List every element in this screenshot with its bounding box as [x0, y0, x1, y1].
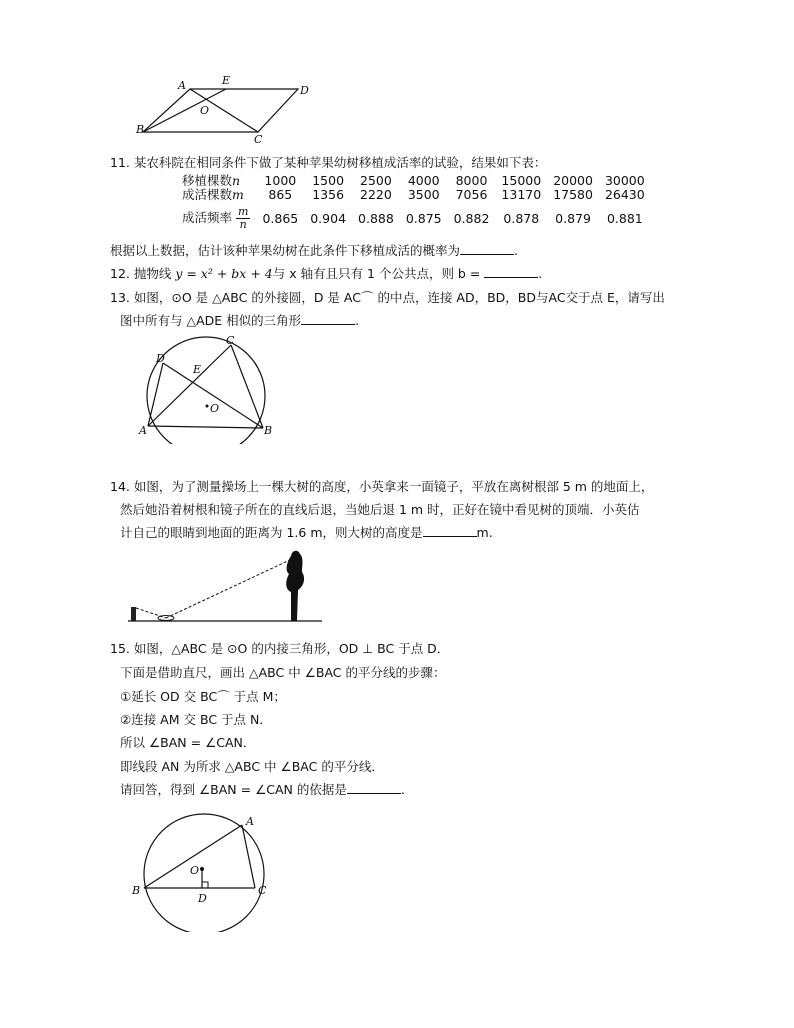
cell: 13170: [501, 187, 542, 202]
label-d: D: [300, 84, 309, 97]
row-label-planted: 移植棵数n: [182, 173, 241, 188]
cell: 2220: [360, 187, 392, 202]
cell: 17580: [553, 187, 593, 202]
cell: 0.904: [310, 210, 347, 226]
q15-line4: ②连接 AM 交 BC 于点 N．: [120, 712, 272, 727]
label-c: C: [258, 884, 267, 897]
q15-line7: 请回答，得到 ∠BAN = ∠CAN 的依据是 .: [120, 782, 405, 797]
q13-line1: 13. 如图，⊙O 是 △ABC 的外接圆，D 是 AC⌒ 的中点，连接 AD，BD，BD与AC交于点 E，请写出: [110, 290, 665, 305]
q14-line2: 然后她沿着树根和镜子所在的直线后退，当她后退 1 m 时，正好在镜中看见树的顶端．小英估: [120, 502, 640, 517]
label-c: C: [254, 133, 263, 146]
survival-rate-table: [180, 174, 651, 231]
tree-icon: [286, 551, 304, 621]
label-e: E: [222, 74, 231, 87]
table-row: [180, 174, 651, 188]
cell: 0.875: [405, 210, 442, 226]
cell: 8000: [455, 173, 488, 188]
table-row: [180, 188, 651, 202]
cell: 30000: [604, 173, 645, 188]
q15-line6: 即线段 AN 为所求 △ABC 中 ∠BAC 的平分线．: [120, 759, 384, 774]
row-label-frequency: 成活频率 $\frac{m}{n}$: [182, 205, 249, 231]
q14-line1: 14. 如图，为了测量操场上一棵大树的高度，小英拿来一面镜子，平放在离树根部 5 m 的地面上，: [110, 479, 654, 494]
cell: 3500: [407, 187, 440, 202]
cell: 1500: [312, 173, 345, 188]
cell: 0.879: [555, 210, 591, 226]
q15-line3: ①延长 OD 交 BC⌒ 于点 M；: [120, 689, 286, 704]
answer-blank[interactable]: [460, 242, 514, 255]
cell: 0.888: [358, 210, 394, 226]
row-label-survived: 成活棵数m: [182, 187, 244, 202]
cell: 26430: [604, 187, 645, 202]
label-e: E: [193, 363, 202, 376]
q15-line5: 所以 ∠BAN = ∠CAN．: [120, 735, 256, 750]
cell: 0.882: [453, 210, 490, 226]
cell: 865: [268, 187, 293, 202]
label-a: A: [178, 79, 186, 92]
cell: 1000: [264, 173, 297, 188]
person-icon: [131, 607, 136, 621]
q14-line3: 计自己的眼睛到地面的距离为 1.6 m，则大树的高度是 m.: [120, 525, 493, 540]
label-a: A: [246, 815, 254, 828]
cell: 0.878: [503, 210, 540, 226]
parallelogram-figure: [130, 72, 330, 147]
tree-mirror-figure: [126, 544, 326, 624]
cell: 4000: [407, 173, 440, 188]
cell: 1356: [312, 187, 345, 202]
cell: 15000: [501, 173, 542, 188]
cell: 7056: [455, 187, 488, 202]
label-o: O: [190, 864, 200, 877]
q13-line2: 图中所有与 △ADE 相似的三角形 .: [120, 313, 360, 328]
q15-line1: 15. 如图，△ABC 是 ⊙O 的内接三角形，OD ⊥ BC 于点 D．: [110, 641, 450, 656]
answer-blank[interactable]: [423, 524, 477, 537]
label-d: D: [198, 892, 207, 905]
answer-blank[interactable]: [484, 265, 538, 278]
q11-text: 11. 某农科院在相同条件下做了某种苹果幼树移植成活率的试验，结果如下表：: [110, 155, 547, 170]
label-b: B: [264, 424, 273, 437]
label-o: O: [200, 104, 210, 117]
table-row: [180, 202, 651, 231]
label-d: D: [156, 352, 165, 365]
label-a: A: [139, 424, 147, 437]
circumcircle-figure: [136, 332, 286, 444]
q11-conclusion: 根据以上数据，估计该种苹果幼树在此条件下移植成活的概率为 .: [110, 243, 518, 258]
cell: 2500: [360, 173, 392, 188]
label-b: B: [136, 123, 145, 136]
q15-line2: 下面是借助直尺，画出 △ABC 中 ∠BAC 的平分线的步骤：: [120, 665, 446, 680]
label-c: C: [226, 334, 235, 347]
inscribed-triangle-figure: [128, 812, 278, 932]
answer-blank[interactable]: [347, 781, 401, 794]
label-b: B: [132, 884, 141, 897]
answer-blank[interactable]: [301, 312, 355, 325]
label-o: O: [210, 402, 220, 415]
cell: 20000: [553, 173, 593, 188]
cell: 0.865: [262, 210, 299, 226]
q12-text: 12. 抛物线 y = x² + bx + 4与 x 轴有且只有 1 个公共点，则 b = .: [110, 266, 543, 281]
cell: 0.881: [606, 210, 643, 226]
fraction-m-over-n: $\frac{m}{n}$: [238, 205, 249, 231]
